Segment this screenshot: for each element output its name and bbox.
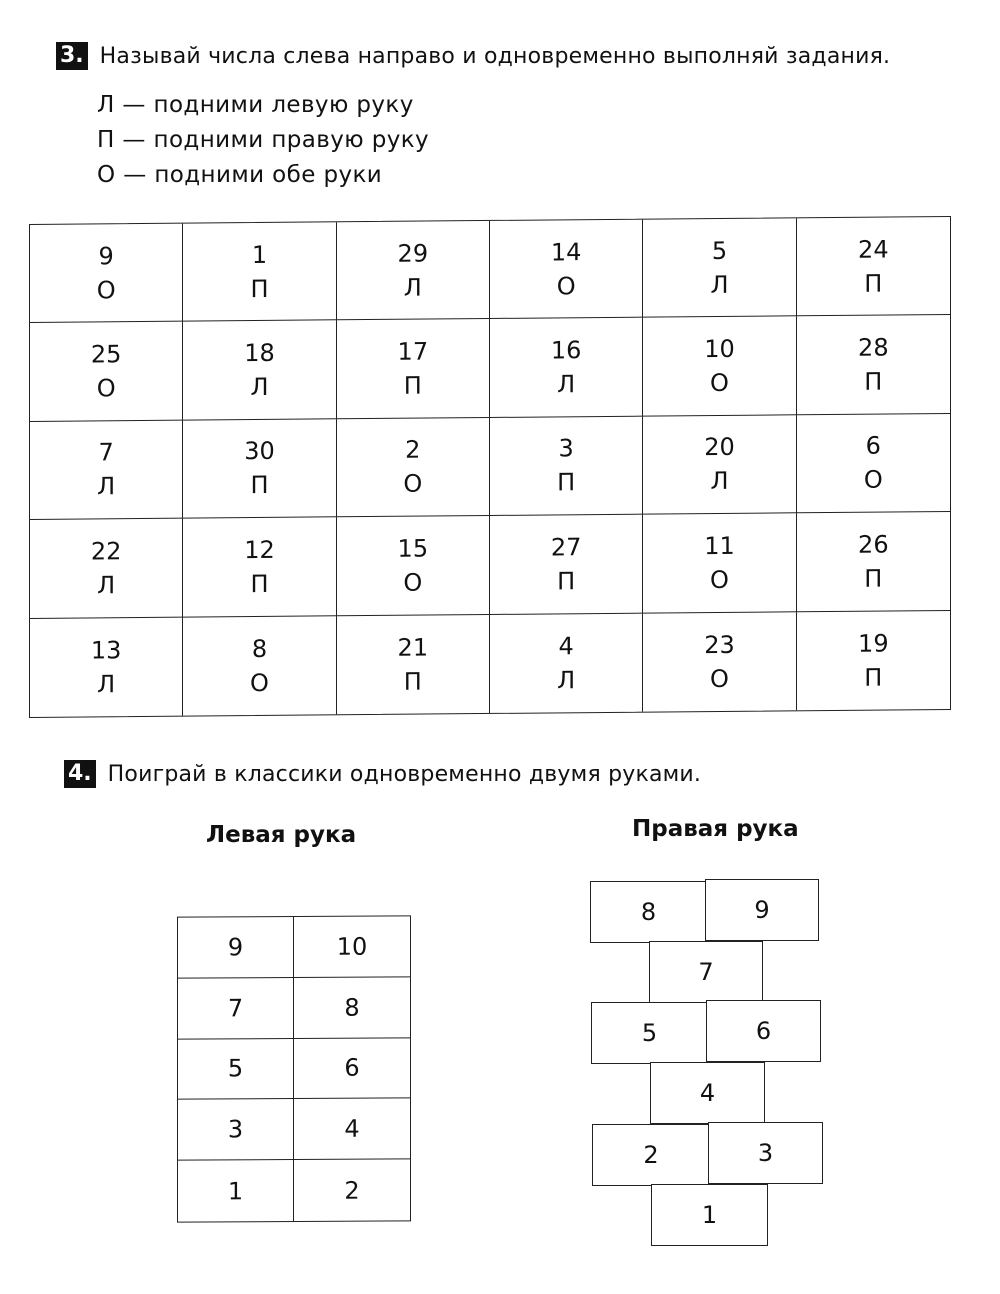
grid-cell: [337, 418, 490, 518]
left-hopscotch: [177, 915, 411, 1222]
legend-left: Л — подними левую руку: [97, 92, 414, 118]
grid-cell: [490, 515, 643, 615]
grid-cell: [797, 512, 950, 612]
left-hand-title: Левая рука: [206, 822, 357, 848]
left-hop-cell: 1: [178, 1160, 294, 1221]
right-hop-cell: 6: [706, 1000, 821, 1062]
grid-cell-command: П: [557, 567, 576, 596]
right-hop-cell: 4: [650, 1062, 765, 1124]
task4-header: [64, 760, 701, 788]
number-command-grid: [29, 216, 951, 718]
left-hop-cell: 4: [294, 1099, 410, 1160]
grid-cell-number: 30: [244, 437, 275, 466]
grid-cell: [797, 217, 950, 317]
grid-cell-command: П: [250, 274, 269, 303]
grid-cell-command: П: [403, 371, 422, 400]
grid-cell: [183, 222, 336, 322]
grid-cell-command: П: [864, 564, 883, 593]
grid-cell-number: 29: [397, 239, 429, 268]
grid-cell-number: 16: [550, 336, 582, 365]
grid-cell-command: О: [403, 470, 423, 499]
right-hop-cell: 8: [590, 881, 707, 943]
grid-cell-command: П: [250, 471, 269, 500]
grid-cell-number: 20: [704, 433, 735, 462]
task4-instruction: Поиграй в классики одновременно двумя руками.: [107, 761, 702, 787]
grid-cell-command: П: [557, 468, 576, 497]
grid-cell-number: 5: [711, 236, 728, 265]
grid-cell-number: 2: [405, 436, 421, 465]
grid-cell: [797, 414, 950, 514]
grid-cell-number: 22: [90, 537, 122, 566]
grid-cell-command: О: [863, 466, 883, 495]
grid-cell-command: Л: [97, 472, 116, 501]
task3-legend: [97, 88, 429, 193]
grid-cell: [490, 318, 643, 418]
left-hop-cell: 2: [344, 1176, 360, 1205]
grid-cell-number: 1: [251, 240, 268, 269]
grid-cell-command: Л: [97, 670, 116, 699]
right-hop-cell: 1: [651, 1184, 768, 1246]
grid-cell: [30, 519, 183, 619]
left-hop-cell: 9: [178, 917, 294, 978]
right-hop-cell: 2: [592, 1124, 710, 1186]
grid-cell: [30, 420, 183, 520]
grid-cell: [490, 220, 643, 320]
grid-cell-number: 21: [397, 633, 429, 662]
grid-cell-number: 7: [98, 438, 114, 467]
grid-cell-command: Л: [710, 467, 729, 496]
grid-cell-number: 8: [251, 634, 268, 663]
grid-cell: [183, 616, 336, 716]
grid-cell: [490, 613, 643, 713]
task3-header: [56, 42, 890, 70]
grid-cell-number: 6: [865, 432, 881, 461]
grid-cell-command: О: [710, 565, 729, 594]
grid-cell-number: 25: [90, 340, 122, 369]
right-hop-cell: 7: [649, 941, 763, 1003]
left-hop-cell: 10: [294, 916, 410, 977]
right-hop-cell: 3: [708, 1122, 823, 1184]
grid-cell: [797, 315, 950, 415]
grid-cell: [643, 415, 796, 515]
grid-cell-command: О: [556, 271, 576, 301]
task3-number: 3.: [56, 42, 88, 70]
grid-cell: [183, 518, 336, 618]
grid-cell: [30, 322, 183, 422]
left-hop-cell: 6: [294, 1038, 410, 1099]
grid-cell-command: О: [710, 368, 729, 398]
grid-cell-number: 19: [858, 629, 889, 658]
grid-cell-number: 12: [244, 535, 275, 565]
grid-cell: [797, 611, 950, 711]
grid-cell-command: Л: [97, 571, 116, 600]
grid-cell: [337, 221, 490, 321]
grid-cell: [183, 321, 336, 421]
legend-both: О — подними обе руки: [97, 162, 383, 188]
grid-cell-number: 26: [858, 530, 889, 559]
grid-cell-command: Л: [250, 373, 269, 402]
grid-cell-number: 23: [704, 630, 735, 659]
right-hop-cell: 5: [591, 1002, 708, 1064]
grid-cell: [183, 419, 336, 519]
grid-cell: [337, 319, 490, 419]
right-hand-title: Правая рука: [632, 816, 799, 842]
grid-cell-command: О: [250, 668, 269, 697]
grid-cell: [337, 615, 490, 715]
legend-right: П — подними правую руку: [97, 127, 430, 153]
grid-cell: [643, 513, 796, 613]
grid-cell-command: О: [403, 568, 423, 597]
grid-cell-number: 9: [98, 241, 114, 271]
grid-cell-number: 14: [550, 237, 582, 267]
grid-cell: [643, 612, 796, 712]
grid-cell-command: П: [250, 569, 269, 598]
grid-cell-number: 13: [90, 635, 122, 665]
grid-cell-command: П: [864, 663, 883, 692]
grid-cell-number: 28: [858, 333, 889, 362]
grid-cell-number: 24: [858, 235, 889, 264]
task4-number: 4.: [64, 760, 96, 788]
grid-cell-command: Л: [557, 370, 576, 399]
grid-cell-number: 27: [550, 533, 582, 562]
grid-cell-number: 3: [558, 434, 574, 463]
left-hop-cell: 8: [294, 977, 410, 1038]
grid-cell-number: 18: [244, 338, 275, 368]
grid-cell: [30, 617, 183, 717]
grid-cell-number: 10: [704, 334, 735, 364]
grid-cell: [490, 416, 643, 516]
grid-cell-number: 17: [397, 337, 429, 366]
grid-cell: [337, 516, 490, 616]
grid-cell-command: Л: [710, 270, 729, 299]
right-hop-cell: 9: [705, 879, 819, 941]
grid-cell: [643, 218, 796, 318]
grid-cell-number: 15: [397, 534, 429, 563]
grid-cell-command: П: [864, 367, 883, 396]
grid-cell-command: Л: [403, 273, 422, 302]
task3-instruction: Называй числа слева направо и одновременно выполняй задания.: [99, 43, 891, 69]
grid-cell-number: 11: [704, 531, 735, 560]
grid-cell-command: П: [864, 269, 883, 298]
grid-cell-command: П: [403, 667, 422, 696]
grid-cell-command: О: [96, 374, 116, 403]
left-hop-cell: 5: [178, 1039, 294, 1100]
left-hop-cell: 3: [178, 1099, 294, 1160]
grid-cell-command: О: [710, 664, 729, 693]
grid-cell: [30, 224, 183, 324]
grid-cell-number: 4: [558, 632, 574, 661]
left-hop-cell: 7: [178, 978, 294, 1039]
grid-cell-command: Л: [557, 666, 576, 695]
grid-cell: [643, 317, 796, 417]
grid-cell-command: О: [96, 275, 116, 305]
